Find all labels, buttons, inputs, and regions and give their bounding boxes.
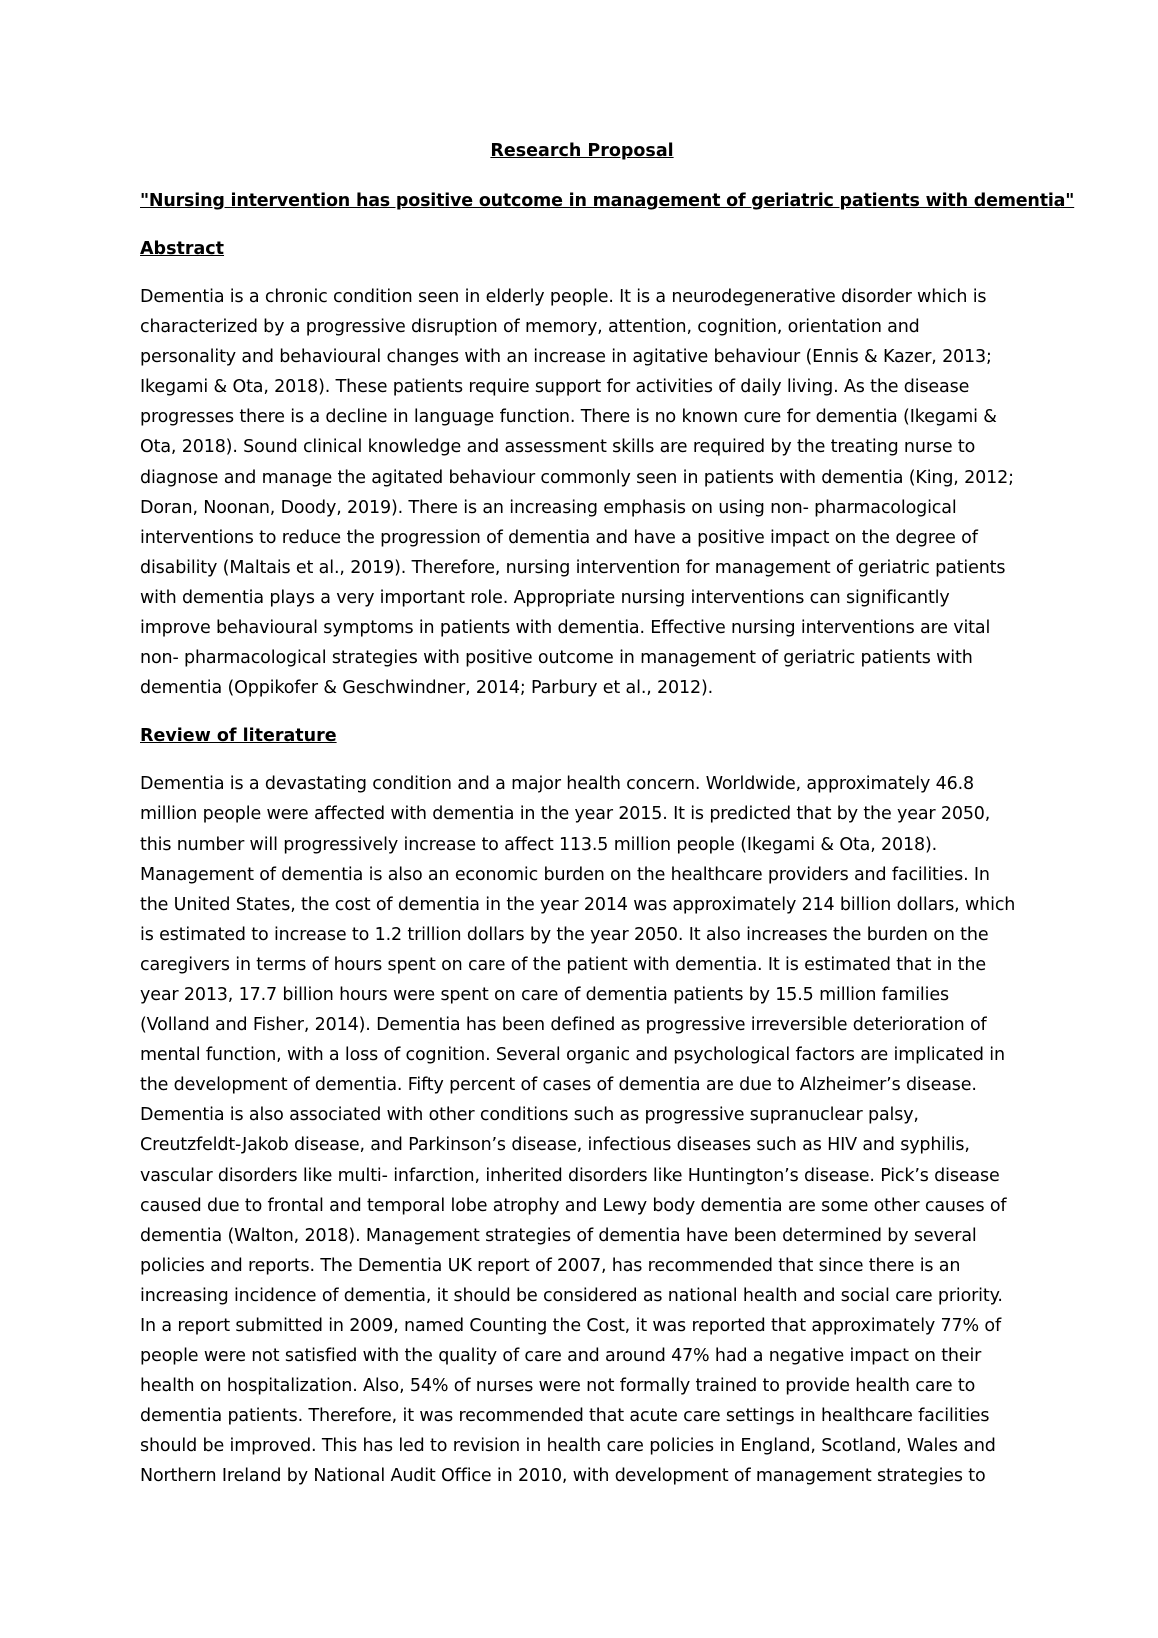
abstract-paragraph xyxy=(140,282,1024,703)
text-line: dementia patients. Therefore, it was recommended that acute care settings in healthcare facilities xyxy=(140,1406,990,1427)
text-line: Ota, 2018). Sound clinical knowledge and assessment skills are required by the treating nurse to xyxy=(140,437,976,458)
text-line: characterized by a progressive disruption of memory, attention, cognition, orientation and xyxy=(140,317,920,338)
text-line: caused due to frontal and temporal lobe atrophy and Lewy body dementia are some other causes of xyxy=(140,1195,1007,1216)
text-line: vascular disorders like multi- infarction, inherited disorders like Huntington’s disease. Pick’s disease xyxy=(140,1165,1000,1186)
text-line: Doran, Noonan, Doody, 2019). There is an increasing emphasis on using non- pharmacological xyxy=(140,497,957,518)
text-line: caregivers in terms of hours spent on care of the patient with dementia. It is estimated that in the xyxy=(140,954,986,975)
text-line: the United States, the cost of dementia in the year 2014 was approximately 214 billion dollars, which xyxy=(140,894,1016,915)
text-line: Dementia is a chronic condition seen in elderly people. It is a neurodegenerative disorder which is xyxy=(140,287,987,307)
text-line: In a report submitted in 2009, named Counting the Cost, it was reported that approximately 77% of xyxy=(140,1316,1001,1336)
text-line: should be improved. This has led to revision in health care policies in England, Scotland, Wales and xyxy=(140,1436,996,1457)
text-line: increasing incidence of dementia, it should be considered as national health and social care priority. xyxy=(140,1285,1003,1306)
text-line: mental function, with a loss of cognition. Several organic and psychological factors are implicated in xyxy=(140,1045,1005,1066)
text-line: diagnose and manage the agitated behaviour commonly seen in patients with dementia (King, 2012; xyxy=(140,467,1014,488)
text-line: this number will progressively increase to affect 113.5 million people (Ikegami & Ota, 2018). xyxy=(140,834,938,855)
text-line: improve behavioural symptoms in patients with dementia. Effective nursing interventions are vital xyxy=(140,618,991,639)
text-line: Management of dementia is also an economic burden on the healthcare providers and facilities. In xyxy=(140,864,990,885)
section-heading-review-of-literature: Review of literature xyxy=(140,726,337,747)
text-line: million people were affected with dementia in the year 2015. It is predicted that by the year 2050, xyxy=(140,804,991,825)
text-line: dementia (Walton, 2018). Management strategies of dementia have been determined by several xyxy=(140,1225,977,1246)
text-line: the development of dementia. Fifty percent of cases of dementia are due to Alzheimer’s disease. xyxy=(140,1075,977,1096)
text-line: health on hospitalization. Also, 54% of nurses were not formally trained to provide health care to xyxy=(140,1376,976,1397)
text-line: with dementia plays a very important role. Appropriate nursing interventions can significantly xyxy=(140,587,950,608)
text-line: Northern Ireland by National Audit Office in 2010, with development of management strategies to xyxy=(140,1466,986,1487)
section-heading-abstract: Abstract xyxy=(140,239,225,259)
text-line: Dementia is a devastating condition and a major health concern. Worldwide, approximately 46.8 xyxy=(140,774,975,795)
text-line: progresses there is a decline in language function. There is no known cure for dementia (Ikegami & xyxy=(140,407,997,428)
document-title: Research Proposal xyxy=(490,141,674,161)
text-line: interventions to reduce the progression of dementia and have a positive impact on the degree of xyxy=(140,527,978,548)
text-line: year 2013, 17.7 billion hours were spent on care of dementia patients by 15.5 million families xyxy=(140,984,949,1005)
text-line: is estimated to increase to 1.2 trillion dollars by the year 2050. It also increases the burden on the xyxy=(140,924,989,945)
document-body xyxy=(140,136,1075,1510)
text-line: personality and behavioural changes with an increase in agitative behaviour (Ennis & Kazer, 2013; xyxy=(140,347,992,368)
document-subtitle: "Nursing intervention has positive outcome in management of geriatric patients with dementia" xyxy=(140,191,1075,211)
text-line: Creutzfeldt-Jakob disease, and Parkinson’s disease, infectious diseases such as HIV and syphilis, xyxy=(140,1135,970,1156)
text-line: people were not satisfied with the quality of care and around 47% had a negative impact on their xyxy=(140,1346,982,1367)
review-paragraph xyxy=(140,769,1024,1491)
text-line: dementia (Oppikofer & Geschwindner, 2014; Parbury et al., 2012). xyxy=(140,678,714,699)
text-line: Ikegami & Ota, 2018). These patients require support for activities of daily living. As the disease xyxy=(140,377,970,398)
text-line: policies and reports. The Dementia UK report of 2007, has recommended that since there is an xyxy=(140,1255,961,1276)
text-line: Dementia is also associated with other conditions such as progressive supranuclear palsy, xyxy=(140,1105,919,1126)
text-line: non- pharmacological strategies with positive outcome in management of geriatric patients with xyxy=(140,648,973,669)
text-line: (Volland and Fisher, 2014). Dementia has been defined as progressive irreversible deterioration of xyxy=(140,1015,987,1036)
text-line: disability (Maltais et al., 2019). Therefore, nursing intervention for management of geriatric patients xyxy=(140,557,1006,578)
